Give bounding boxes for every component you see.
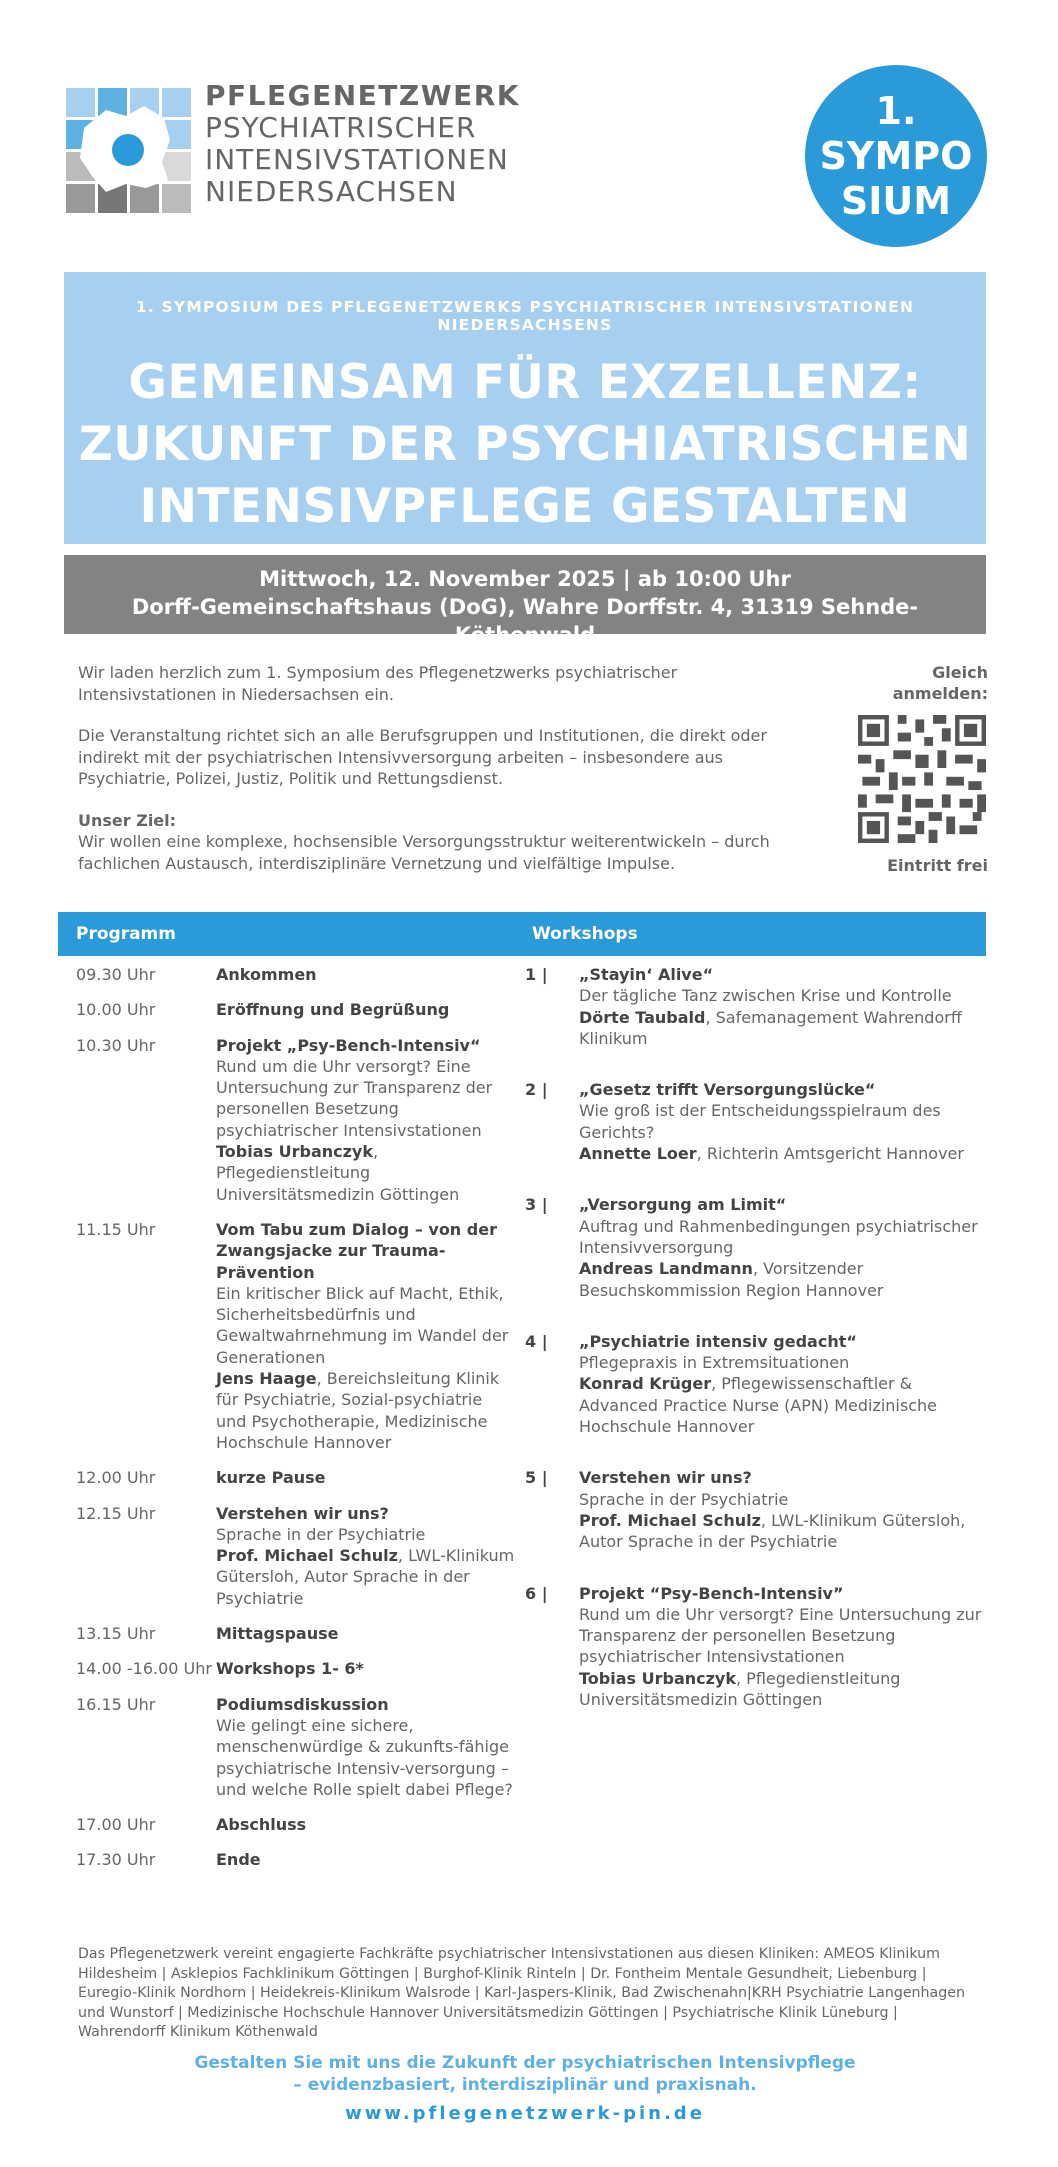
workshop-item	[525, 1583, 985, 1711]
program-item	[76, 1623, 516, 1644]
workshop-text: Der tägliche Tanz zwischen Krise und Kontrolle	[579, 986, 952, 1006]
workshop-speaker: Dörte Taubald	[579, 1007, 706, 1027]
workshop-list	[525, 964, 985, 1740]
workshop-text: Sprache in der Psychiatrie	[579, 1489, 789, 1509]
workshop-item	[525, 1467, 985, 1552]
program-text: Sprache in der Psychiatrie	[216, 1524, 426, 1544]
logo-line-3: INTENSIVSTATIONEN	[205, 143, 509, 176]
program-item	[76, 1814, 516, 1835]
closing-line-1: Gestalten Sie mit uns die Zukunft der psychiatrischen Intensivpflege	[194, 2053, 856, 2073]
workshop-text: Pflegepraxis in Extremsituationen	[579, 1353, 850, 1373]
program-item	[76, 964, 516, 985]
goal-text: Wir wollen eine komplexe, hochsensible Versorgungsstruktur weiterentwickeln – durch fachlichen Austausch, interdisziplinäre Vernetzung und vielfältige Impulse.	[78, 832, 770, 873]
program-title: Verstehen wir uns?	[216, 1503, 389, 1523]
goal-title: Unser Ziel:	[78, 810, 177, 830]
intro-paragraph-1: Wir laden herzlich zum 1. Symposium des Pflegenetzwerks psychiatrischer Intensivstationen in Niedersachsen ein.	[78, 663, 678, 704]
event-location: Dorff-Gemeinschaftshaus (DoG), Wahre Dorffstr. 4, 31319 Sehnde-Köthenwald	[131, 595, 919, 647]
intro-text	[78, 662, 778, 894]
workshop-item	[525, 1194, 985, 1300]
workshop-speaker: Tobias Urbanczyk	[579, 1668, 736, 1688]
register-line-1: Gleich	[932, 663, 988, 682]
program-role: , Bereichsleitung Klinik für Psychiatrie, Sozial-psychiatrie und Psychotherapie, Medizinische Hochschule Hannover	[216, 1369, 500, 1452]
workshop-role: , Safemanagement Wahrendorff Klinikum	[579, 1007, 962, 1048]
workshop-role: , Richterin Amtsgericht Hannover	[696, 1144, 964, 1164]
workshop-number: 2 |	[525, 1080, 548, 1100]
workshop-title: „Psychiatrie intensiv gedacht“	[579, 1331, 857, 1351]
workshop-role: , Vorsitzender Besuchskommission Region Hannover	[579, 1259, 884, 1300]
event-info-bar	[64, 555, 986, 647]
closing-statement	[64, 2052, 986, 2096]
clinics-list: Das Pflegenetzwerk vereint engagierte Fachkräfte psychiatrischer Intensivstationen aus diesen Kliniken: AMEOS Klinikum Hildesheim | Asklepios Fachklinikum Göttingen | Burghof-Klinik Rinteln | Dr. Fontheim Mentale Gesundheit, Liebenburg | Euregio-Klinik Nordhorn | Heidekreis-Klinikum Walsrode | Karl-Jaspers-Klinik, Bad Zwischenahn|KRH Psychiatrie Langenhagen und Wunstorf | Medizinische Hochschule Hannover Universitätsmedizin Göttingen | Psychiatrische Klinik Lüneburg | Wahrendorff Klinikum Köthenwald	[78, 1946, 965, 2040]
program-time: 13.15 Uhr	[76, 1624, 156, 1644]
workshop-number: 5 |	[525, 1468, 548, 1488]
logo-line-1: PFLEGENETZWERK	[205, 79, 520, 112]
workshop-speaker: Konrad Krüger	[579, 1374, 712, 1394]
program-role: , LWL-Klinikum Gütersloh, Autor Sprache in der Psychiatrie	[216, 1546, 515, 1608]
program-item	[76, 1467, 516, 1488]
program-item	[76, 1694, 516, 1800]
program-title: Ende	[216, 1850, 261, 1870]
workshop-role: , Pflegedienstleitung Universitätsmedizin Göttingen	[579, 1668, 901, 1710]
logo-line-2: PSYCHIATRISCHER	[205, 111, 477, 144]
workshop-item	[525, 1079, 985, 1164]
network-logo-icon	[66, 88, 191, 213]
program-title: Mittagspause	[216, 1624, 339, 1644]
program-text: Rund um die Uhr versorgt? Eine Untersuchung zur Transparenz der personellen Besetzung psychiatrischer Intensivstationen	[216, 1056, 493, 1140]
headline-line-1: GEMEINSAM FÜR EXZELLENZ:	[128, 355, 922, 410]
program-title: Ankommen	[216, 965, 317, 984]
workshop-text: Auftrag und Rahmenbedingungen psychiatrischer Intensivversorgung	[579, 1216, 978, 1257]
workshop-item	[525, 1331, 985, 1437]
program-text: Wie gelingt eine sichere, menschenwürdige & zukunfts-fähige psychiatrische Intensiv-versorgung – und welche Rolle spielt dabei Pflege?	[216, 1715, 513, 1799]
workshop-title: „Versorgung am Limit“	[579, 1195, 787, 1215]
website-link[interactable]: www.pflegenetzwerk-pin.de	[345, 2103, 705, 2124]
program-text: Ein kritischer Blick auf Macht, Ethik, Sicherheitsbedürfnis und Gewaltwahrnehmung im Wandel der Generationen	[216, 1283, 509, 1367]
program-list	[76, 964, 516, 1885]
program-item	[76, 999, 516, 1020]
workshop-text: Wie groß ist der Entscheidungsspielraum des Gerichts?	[579, 1101, 941, 1142]
program-time: 14.00 -16.00 Uhr	[76, 1659, 212, 1679]
workshop-text: Rund um die Uhr versorgt? Eine Untersuchung zur Transparenz der personellen Besetzung psychiatrischer Intensivstationen	[579, 1604, 982, 1667]
badge-line-3: SIUM	[840, 178, 952, 223]
headline-line-3: INTENSIVPFLEGE GESTALTEN	[139, 479, 911, 534]
workshop-number: 3 |	[525, 1195, 548, 1215]
workshop-title: „Stayin‘ Alive“	[579, 965, 714, 984]
event-date: Mittwoch, 12. November 2025 | ab 10:00 Uhr	[259, 567, 791, 591]
program-title: Workshops 1- 6*	[216, 1659, 364, 1679]
workshop-number: 6 |	[525, 1583, 548, 1603]
title-kicker: 1. SYMPOSIUM DES PFLEGENETZWERKS PSYCHIATRISCHER INTENSIVSTATIONEN NIEDERSACHSENS	[135, 298, 915, 334]
program-title: Eröffnung und Begrüßung	[216, 1000, 450, 1020]
workshop-role: , LWL-Klinikum Gütersloh, Autor Sprache in der Psychiatrie	[579, 1510, 966, 1552]
headline	[64, 352, 986, 538]
network-name	[205, 80, 520, 208]
program-time: 10.00 Uhr	[76, 1000, 156, 1020]
program-title: Abschluss	[216, 1815, 307, 1835]
program-item	[76, 1849, 516, 1870]
program-item	[76, 1503, 516, 1609]
program-time: 12.15 Uhr	[76, 1503, 156, 1523]
program-time: 17.00 Uhr	[76, 1815, 156, 1835]
program-heading: Programm	[76, 924, 176, 944]
section-header-bar	[58, 912, 986, 956]
workshop-speaker: Andreas Landmann	[579, 1259, 753, 1279]
program-item	[76, 1035, 516, 1205]
title-block	[64, 272, 986, 544]
register-label	[846, 662, 988, 704]
free-entry-label: Eintritt frei	[887, 856, 988, 875]
workshop-title: „Gesetz trifft Versorgungslücke“	[579, 1080, 876, 1100]
program-speaker: Jens Haage	[216, 1369, 317, 1389]
program-title: Podiumsdiskussion	[216, 1694, 389, 1714]
program-time: 11.15 Uhr	[76, 1219, 156, 1239]
register-line-2: anmelden:	[892, 684, 988, 703]
program-title: Vom Tabu zum Dialog – von der Zwangsjacke zur Trauma-Prävention	[216, 1219, 497, 1282]
logo-line-4: NIEDERSACHSEN	[205, 175, 458, 208]
workshop-title: Projekt “Psy-Bench-Intensiv”	[579, 1583, 844, 1603]
intro-paragraph-2: Die Veranstaltung richtet sich an alle Berufsgruppen und Institutionen, die direkt oder indirekt mit der psychiatrischen Intensivversorgung arbeiten – insbesondere aus Psychiatrie, Polizei, Justiz, Politik und Rettungsdienst.	[78, 726, 767, 788]
program-item	[76, 1658, 516, 1679]
workshop-speaker: Prof. Michael Schulz	[579, 1510, 761, 1530]
program-time: 09.30 Uhr	[76, 965, 156, 984]
workshop-number: 1 |	[525, 965, 548, 984]
program-role: , Pflegedienstleitung Universitätsmedizin Göttingen	[216, 1142, 460, 1204]
symposium-badge	[805, 65, 987, 247]
workshop-role: , Pflegewissenschaftler & Advanced Practice Nurse (APN) Medizinische Hochschule Hannover	[579, 1374, 937, 1437]
workshop-item	[525, 964, 985, 1049]
program-time: 10.30 Uhr	[76, 1035, 156, 1055]
workshop-title: Verstehen wir uns?	[579, 1468, 752, 1488]
workshop-speaker: Annette Loer	[579, 1144, 697, 1164]
program-time: 17.30 Uhr	[76, 1850, 156, 1870]
program-item	[76, 1219, 516, 1453]
headline-line-2: ZUKUNFT DER PSYCHIATRISCHEN	[78, 417, 972, 472]
program-speaker: Prof. Michael Schulz	[216, 1546, 398, 1566]
closing-line-2: – evidenzbasiert, interdisziplinär und praxisnah.	[293, 2075, 757, 2095]
program-title: Projekt „Psy-Bench-Intensiv“	[216, 1035, 481, 1055]
program-title: kurze Pause	[216, 1468, 326, 1488]
workshop-number: 4 |	[525, 1331, 548, 1351]
program-time: 12.00 Uhr	[76, 1468, 156, 1488]
program-speaker: Tobias Urbanczyk	[216, 1142, 373, 1162]
qr-code-icon[interactable]	[858, 715, 986, 843]
program-time: 16.15 Uhr	[76, 1694, 156, 1714]
workshops-heading: Workshops	[532, 924, 638, 944]
badge-line-2: SYMPO	[819, 133, 973, 178]
badge-line-1: 1.	[875, 88, 917, 133]
